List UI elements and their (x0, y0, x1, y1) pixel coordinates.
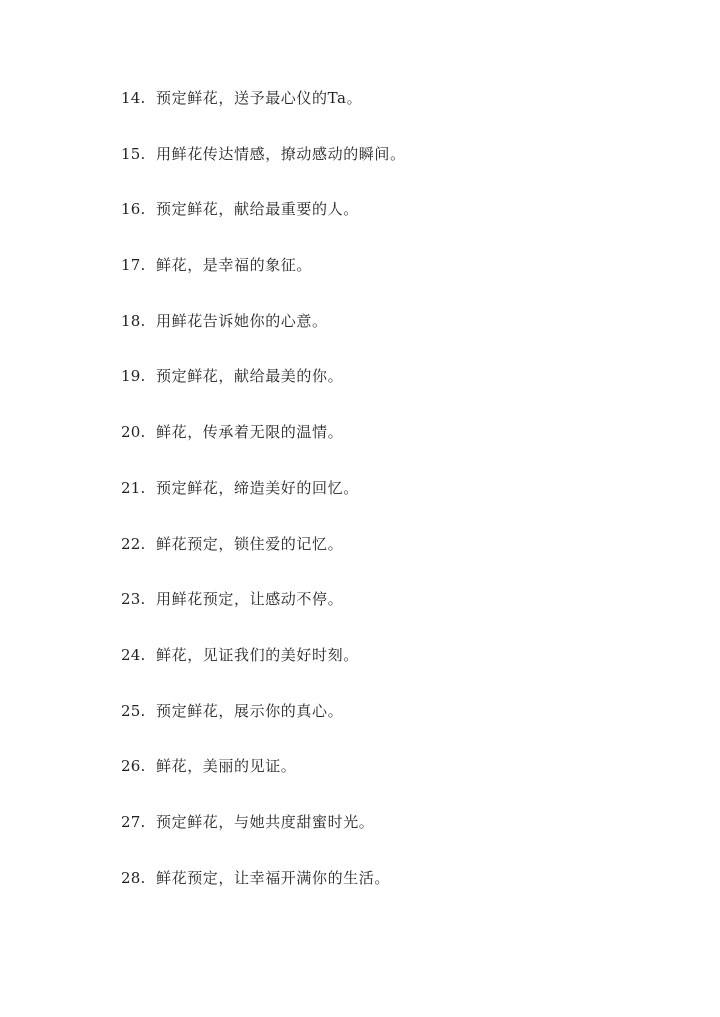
item-text: 预定鲜花，与她共度甜蜜时光。 (156, 812, 375, 831)
item-text: 预定鲜花，献给最重要的人。 (156, 200, 359, 219)
item-text: 用鲜花预定，让感动不停。 (156, 590, 344, 609)
item-number: 25. (121, 701, 146, 720)
item-text: 预定鲜花，送予最心仪的Ta。 (156, 89, 363, 107)
list-item (121, 420, 406, 476)
item-text: 预定鲜花，展示你的真心。 (156, 701, 344, 720)
item-text: 鲜花，见证我们的美好时刻。 (156, 645, 359, 664)
item-text: 预定鲜花，献给最美的你。 (156, 367, 344, 386)
numbered-list (121, 86, 406, 921)
item-number: 15. (121, 144, 146, 163)
item-text: 鲜花，传承着无限的温情。 (156, 423, 344, 442)
item-text: 鲜花，美丽的见证。 (156, 757, 297, 776)
list-item (121, 587, 406, 643)
item-number: 14. (121, 89, 146, 107)
item-text: 鲜花预定，让幸福开满你的生活。 (156, 868, 391, 887)
list-item (121, 142, 406, 198)
list-item (121, 86, 406, 142)
item-number: 24. (121, 645, 146, 664)
list-item (121, 364, 406, 420)
item-text: 用鲜花传达情感，撩动感动的瞬间。 (156, 144, 406, 163)
item-number: 27. (121, 812, 146, 831)
item-number: 28. (121, 868, 146, 887)
item-text: 预定鲜花，缔造美好的回忆。 (156, 478, 359, 497)
item-text: 鲜花预定，锁住爱的记忆。 (156, 534, 344, 553)
list-item (121, 810, 406, 866)
item-number: 18. (121, 311, 146, 330)
item-number: 23. (121, 590, 146, 609)
list-item (121, 699, 406, 755)
list-item (121, 754, 406, 810)
list-item (121, 476, 406, 532)
item-number: 26. (121, 757, 146, 776)
list-item (121, 253, 406, 309)
list-item (121, 532, 406, 588)
item-number: 16. (121, 200, 146, 219)
item-text: 用鲜花告诉她你的心意。 (156, 311, 328, 330)
item-number: 21. (121, 478, 146, 497)
list-item (121, 866, 406, 922)
item-number: 20. (121, 423, 146, 442)
item-number: 22. (121, 534, 146, 553)
list-item (121, 309, 406, 365)
list-item (121, 643, 406, 699)
item-text: 鲜花，是幸福的象征。 (156, 256, 313, 275)
item-number: 17. (121, 256, 146, 275)
item-number: 19. (121, 367, 146, 386)
list-item (121, 197, 406, 253)
